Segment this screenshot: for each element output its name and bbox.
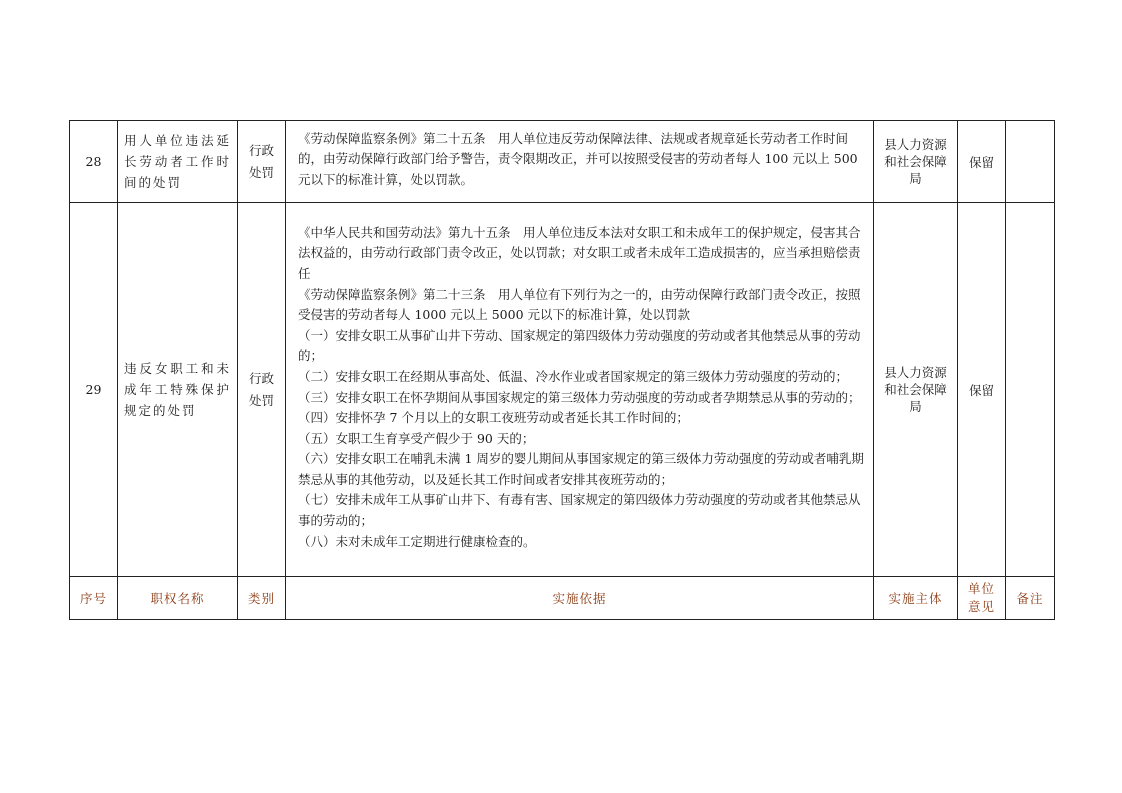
unit-opinion: 保留 bbox=[958, 121, 1006, 203]
category-line: 行政 bbox=[248, 142, 274, 158]
header-serial-number: 序号 bbox=[70, 577, 118, 620]
legal-basis-item: （三）安排女职工在怀孕期间从事国家规定的第三级体力劳动强度的劳动或者孕期禁忌从事的劳动的； bbox=[298, 389, 861, 405]
implementing-body-line: 和社会保障 bbox=[884, 382, 947, 397]
category-line: 处罚 bbox=[248, 164, 274, 180]
header-unit-opinion bbox=[958, 577, 1006, 620]
table-header-row bbox=[70, 577, 1055, 620]
header-category: 类别 bbox=[238, 577, 286, 620]
implementing-body-line: 县人力资源 bbox=[884, 365, 947, 380]
legal-basis-cell bbox=[286, 121, 874, 203]
category-line: 行政 bbox=[248, 370, 274, 386]
legal-basis-paragraph: 《劳动保障监察条例》第二十五条 用人单位违反劳动保障法律、法规或者规章延长劳动者工作时间的，由劳动保障行政部门给予警告，责令限期改正，并可以按照受侵害的劳动者每人 100 元以上 500 元以下的标准计算，处以罚款。 bbox=[298, 130, 858, 187]
legal-basis-paragraph: 《劳动保障监察条例》第二十三条 用人单位有下列行为之一的，由劳动保障行政部门责令改正，按照受侵害的劳动者每人 1000 元以上 5000 元以下的标准计算，处以罚款 bbox=[298, 286, 861, 323]
header-authority-name: 职权名称 bbox=[118, 577, 238, 620]
implementing-body-line: 县人力资源 bbox=[884, 137, 947, 152]
legal-basis-item: （五）女职工生育享受产假少于 90 天的； bbox=[298, 430, 535, 446]
implementing-body-line: 局 bbox=[909, 399, 922, 414]
header-remark: 备注 bbox=[1006, 577, 1055, 620]
category-cell bbox=[238, 203, 286, 577]
legal-basis-cell bbox=[286, 203, 874, 577]
implementing-body-cell bbox=[874, 203, 958, 577]
legal-basis-item: （一）安排女职工从事矿山井下劳动、国家规定的第四级体力劳动强度的劳动或者其他禁忌从事的劳动的； bbox=[298, 327, 861, 364]
legal-basis-item: （八）未对未成年工定期进行健康检查的。 bbox=[298, 533, 536, 549]
implementing-body-line: 局 bbox=[909, 171, 922, 186]
table-row bbox=[70, 203, 1055, 577]
legal-basis-item: （二）安排女职工在经期从事高处、低温、冷水作业或者国家规定的第三级体力劳动强度的劳动的； bbox=[298, 368, 849, 384]
implementing-body-cell bbox=[874, 121, 958, 203]
row-number: 28 bbox=[70, 121, 118, 203]
header-legal-basis: 实施依据 bbox=[286, 577, 874, 620]
authority-list-table bbox=[69, 120, 1055, 620]
remark-cell bbox=[1006, 121, 1055, 203]
header-unit-opinion-line: 单位 bbox=[967, 581, 995, 596]
legal-basis-item: （四）安排怀孕 7 个月以上的女职工夜班劳动或者延长其工作时间的； bbox=[298, 410, 689, 426]
legal-basis-item: （六）安排女职工在哺乳未满 1 周岁的婴儿期间从事国家规定的第三级体力劳动强度的劳动或者哺乳期禁忌从事的其他劳动，以及延长其工作时间或者安排其夜班劳动的； bbox=[298, 451, 864, 487]
table-row bbox=[70, 121, 1055, 203]
authority-name: 违反女职工和未成年工特殊保护规定的处罚 bbox=[118, 203, 238, 577]
legal-basis-paragraph: 《中华人民共和国劳动法》第九十五条 用人单位违反本法对女职工和未成年工的保护规定，侵害其合法权益的，由劳动行政部门责令改正，处以罚款；对女职工或者未成年工造成损害的，应当承担赔偿责任 bbox=[298, 224, 861, 281]
remark-cell bbox=[1006, 203, 1055, 577]
authority-name: 用人单位违法延长劳动者工作时间的处罚 bbox=[118, 121, 238, 203]
header-implementing-body: 实施主体 bbox=[874, 577, 958, 620]
unit-opinion: 保留 bbox=[958, 203, 1006, 577]
category-cell bbox=[238, 121, 286, 203]
implementing-body-line: 和社会保障 bbox=[884, 154, 947, 169]
row-number: 29 bbox=[70, 203, 118, 577]
category-line: 处罚 bbox=[248, 392, 274, 408]
header-unit-opinion-line: 意见 bbox=[967, 599, 995, 614]
legal-basis-item: （七）安排未成年工从事矿山井下、有毒有害、国家规定的第四级体力劳动强度的劳动或者其他禁忌从事的劳动的； bbox=[298, 492, 861, 529]
